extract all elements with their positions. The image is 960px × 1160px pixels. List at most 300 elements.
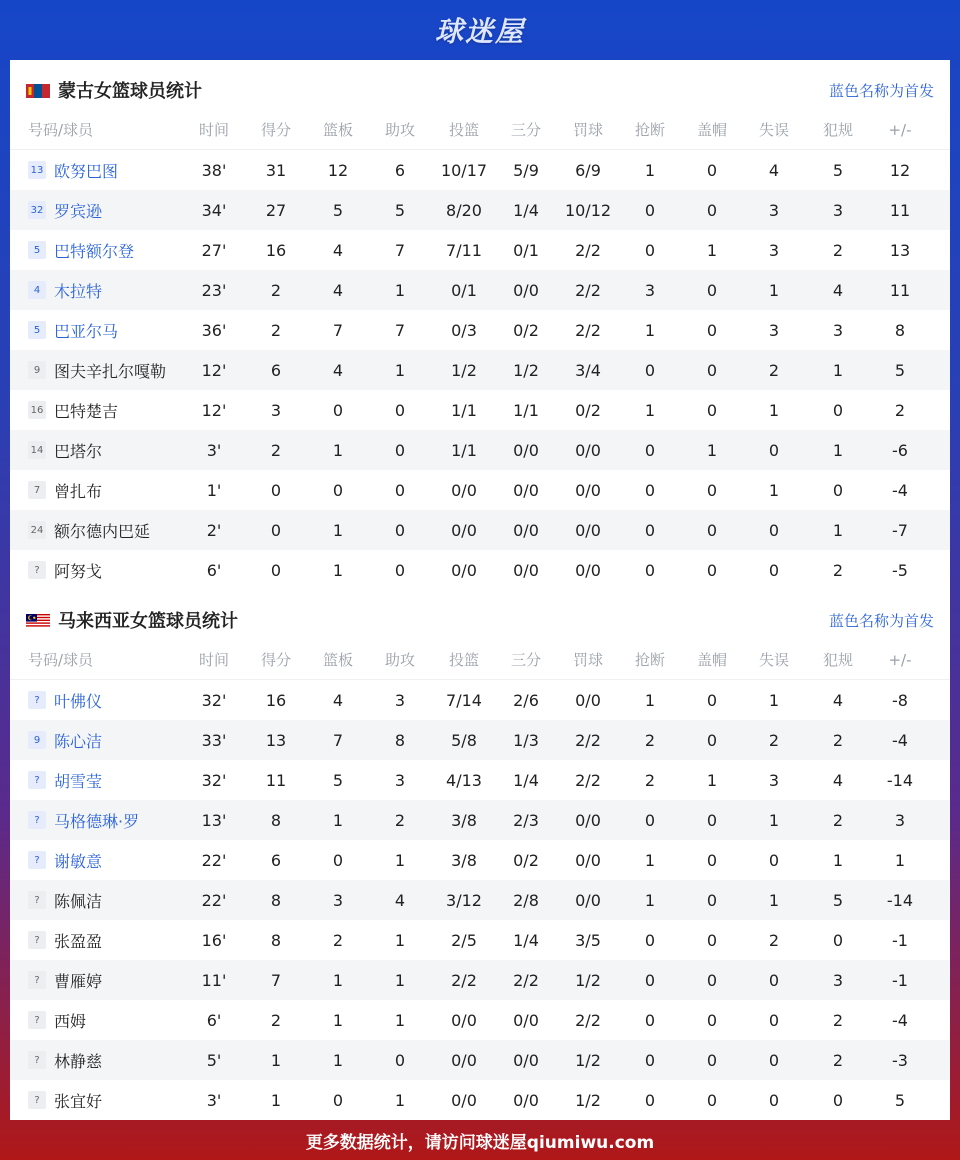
jersey-number: ?	[28, 771, 46, 789]
column-header[interactable]: 号码/球员	[28, 121, 94, 139]
column-header[interactable]: 失误	[758, 651, 789, 669]
stat-cell: 8	[394, 730, 406, 750]
stat-cell: 0/1	[451, 280, 477, 300]
player-row[interactable]	[10, 270, 950, 310]
player-cell	[28, 769, 102, 792]
stat-cell: 3	[332, 890, 344, 910]
jersey-number: ?	[28, 1011, 46, 1029]
stat-cell: 3	[894, 810, 906, 830]
stat-cell: 0/0	[575, 810, 601, 830]
player-row[interactable]	[10, 1000, 950, 1040]
player-name[interactable]: 陈心洁	[54, 731, 103, 751]
stat-cell: 0	[768, 850, 780, 870]
team-title: 马来西亚女篮球员统计	[58, 611, 238, 632]
stat-cell: 22'	[201, 890, 227, 910]
stat-cell: 1	[332, 520, 344, 540]
stat-cell: -4	[892, 1010, 908, 1030]
stat-cell: 1/2	[451, 360, 477, 380]
stat-cell: 1	[270, 1090, 282, 1110]
stat-cell: 5	[832, 890, 844, 910]
player-row[interactable]	[10, 960, 950, 1000]
stats-card	[10, 60, 950, 1120]
stat-cell: 13	[265, 730, 287, 750]
column-header[interactable]: 助攻	[384, 651, 415, 669]
jersey-number: ?	[28, 1091, 46, 1109]
stat-cell: 0	[706, 730, 718, 750]
stat-cell: 2	[832, 240, 844, 260]
player-cell	[28, 889, 102, 912]
player-row[interactable]	[10, 350, 950, 390]
stat-cell: 0	[706, 690, 718, 710]
player-cell	[28, 809, 139, 832]
jersey-number: ?	[28, 1051, 46, 1069]
player-cell	[28, 399, 118, 422]
stat-cell: -3	[892, 1050, 908, 1070]
stat-cell: 4	[332, 360, 344, 380]
stat-cell: 1	[706, 770, 718, 790]
stat-cell: 0	[644, 240, 656, 260]
jersey-number: ?	[28, 561, 46, 579]
stat-cell: -1	[892, 930, 908, 950]
stat-cell: 4	[768, 160, 780, 180]
stat-cell: 1	[332, 970, 344, 990]
player-row[interactable]	[10, 430, 950, 470]
stat-cell: 2/5	[451, 930, 477, 950]
player-name[interactable]: 曹雁婷	[54, 971, 103, 991]
stat-cell: 0/0	[451, 480, 477, 500]
player-name[interactable]: 巴特额尔登	[54, 241, 135, 261]
stat-cell: 12'	[201, 400, 227, 420]
player-row[interactable]	[10, 190, 950, 230]
stat-cell: 27'	[201, 240, 227, 260]
stat-cell: 3	[768, 320, 780, 340]
stat-cell: 7	[332, 730, 344, 750]
stat-cell: 1/2	[513, 360, 539, 380]
stat-cell: 1	[394, 970, 406, 990]
column-header[interactable]: 犯规	[822, 651, 853, 669]
stat-cell: 1	[332, 440, 344, 460]
stat-cell: 0	[644, 930, 656, 950]
stat-cell: 32'	[201, 770, 227, 790]
column-header[interactable]: 得分	[260, 651, 291, 669]
stat-cell: 3/12	[446, 890, 482, 910]
column-header[interactable]: 投篮	[448, 651, 479, 669]
stat-cell: 10/17	[440, 160, 488, 180]
footer-banner[interactable]: 更多数据统计，请访问球迷屋qiumiwu.com	[305, 1132, 655, 1153]
player-name[interactable]: 曾扎布	[54, 481, 103, 501]
stat-cell: 1	[644, 690, 656, 710]
player-row[interactable]	[10, 1040, 950, 1080]
player-name[interactable]: 西姆	[54, 1011, 87, 1031]
player-cell	[28, 319, 118, 342]
stat-cell: 2	[768, 930, 780, 950]
stat-cell: 0	[768, 560, 780, 580]
stat-cell: 1	[894, 850, 906, 870]
stat-cell: 0	[706, 320, 718, 340]
stat-cell: 3	[270, 400, 282, 420]
stat-cell: 0	[394, 560, 406, 580]
jersey-number: ?	[28, 691, 46, 709]
stat-cell: 5'	[206, 1050, 222, 1070]
column-header[interactable]: 抢断	[634, 121, 665, 139]
stat-cell: 0	[706, 1010, 718, 1030]
stat-cell: -7	[892, 520, 908, 540]
column-header[interactable]: 篮板	[322, 651, 353, 669]
stat-cell: 0	[768, 520, 780, 540]
stat-cell: 1	[768, 810, 780, 830]
stat-cell: 7/14	[446, 690, 482, 710]
stat-cell: 1	[394, 280, 406, 300]
stat-cell: 3	[768, 200, 780, 220]
stat-cell: 6	[270, 360, 282, 380]
column-header[interactable]: 篮板	[322, 121, 353, 139]
stat-cell: 10/12	[564, 200, 612, 220]
player-cell	[28, 929, 102, 952]
stat-cell: -5	[892, 560, 908, 580]
player-name[interactable]: 罗宾逊	[54, 201, 103, 221]
player-cell	[28, 689, 102, 712]
stat-cell: 2	[832, 1050, 844, 1070]
player-row[interactable]	[10, 720, 950, 760]
stat-cell: 0/0	[575, 440, 601, 460]
player-row[interactable]	[10, 760, 950, 800]
column-header[interactable]: +/-	[888, 650, 912, 669]
player-row[interactable]	[10, 800, 950, 840]
stat-cell: -14	[886, 770, 914, 790]
stat-cell: 8	[270, 930, 282, 950]
player-cell	[28, 1049, 102, 1072]
stat-cell: 1	[644, 890, 656, 910]
column-header[interactable]: 盖帽	[696, 121, 727, 139]
table-header-row	[10, 110, 950, 150]
stat-cell: 0/0	[451, 520, 477, 540]
stat-cell: 4	[332, 690, 344, 710]
stat-cell: 12	[327, 160, 349, 180]
player-row[interactable]	[10, 550, 950, 590]
stat-cell: 34'	[201, 200, 227, 220]
stat-cell: 2/8	[513, 890, 539, 910]
stat-cell: -14	[886, 890, 914, 910]
stat-cell: 0/0	[575, 560, 601, 580]
stat-cell: -1	[892, 970, 908, 990]
player-row[interactable]	[10, 470, 950, 510]
stat-cell: 2/2	[451, 970, 477, 990]
stat-cell: 0	[768, 970, 780, 990]
player-row[interactable]	[10, 680, 950, 720]
player-cell	[28, 559, 102, 582]
stat-cell: 2	[832, 1010, 844, 1030]
stat-cell: 1	[394, 1010, 406, 1030]
stat-cell: 0/0	[451, 1050, 477, 1070]
jersey-number: 9	[28, 361, 46, 379]
player-name[interactable]: 图夫辛扎尔嘎勒	[54, 361, 167, 381]
stat-cell: 2/2	[575, 280, 601, 300]
player-row[interactable]	[10, 920, 950, 960]
column-header[interactable]: 抢断	[634, 651, 665, 669]
stat-cell: 13'	[201, 810, 227, 830]
stat-cell: 1	[644, 320, 656, 340]
jersey-number: 4	[28, 281, 46, 299]
stat-cell: 0	[706, 850, 718, 870]
stat-cell: 1/1	[513, 400, 539, 420]
player-name[interactable]: 张宜好	[54, 1091, 103, 1111]
stat-cell: 11	[265, 770, 287, 790]
stat-cell: 0	[644, 970, 656, 990]
jersey-number: ?	[28, 931, 46, 949]
stat-cell: 0	[706, 810, 718, 830]
stat-cell: 0/0	[513, 560, 539, 580]
player-name[interactable]: 阿努戈	[54, 561, 103, 581]
stat-cell: 7/11	[446, 240, 482, 260]
stat-cell: 0	[644, 360, 656, 380]
stat-cell: 1	[706, 240, 718, 260]
stat-cell: 0	[332, 850, 344, 870]
team-title: 蒙古女篮球员统计	[58, 81, 202, 102]
player-name[interactable]: 巴塔尔	[54, 441, 103, 461]
stat-cell: 0	[832, 480, 844, 500]
player-row[interactable]	[10, 510, 950, 550]
column-header[interactable]: 得分	[260, 121, 291, 139]
stat-cell: 1	[832, 440, 844, 460]
stat-cell: 3/4	[575, 360, 601, 380]
stat-cell: 1/1	[451, 440, 477, 460]
jersey-number: 5	[28, 241, 46, 259]
stat-cell: 0	[644, 440, 656, 460]
stat-cell: 0/0	[513, 520, 539, 540]
stat-cell: 2/2	[575, 730, 601, 750]
stat-cell: 38'	[201, 160, 227, 180]
stat-cell: 2/6	[513, 690, 539, 710]
stat-cell: 0	[394, 1050, 406, 1070]
table-header-row	[10, 640, 950, 680]
stat-cell: 0/0	[575, 850, 601, 870]
stat-cell: 11	[889, 280, 911, 300]
stat-cell: 1/2	[575, 1050, 601, 1070]
stat-cell: 11'	[201, 970, 227, 990]
column-header[interactable]: 时间	[198, 121, 229, 139]
stat-cell: 0	[644, 560, 656, 580]
stat-cell: 0	[706, 970, 718, 990]
stat-cell: 1	[644, 400, 656, 420]
stat-cell: 6/9	[575, 160, 601, 180]
stat-cell: 0/0	[575, 480, 601, 500]
stat-cell: 0	[394, 520, 406, 540]
stat-cell: 1	[832, 850, 844, 870]
stat-cell: 1/3	[513, 730, 539, 750]
column-header[interactable]: 时间	[198, 651, 229, 669]
stat-cell: 1	[644, 160, 656, 180]
stat-cell: 22'	[201, 850, 227, 870]
stat-cell: 3	[394, 770, 406, 790]
stat-cell: 3/8	[451, 850, 477, 870]
column-header[interactable]: 罚球	[572, 651, 603, 669]
stat-cell: 6	[270, 850, 282, 870]
stat-cell: 2	[832, 730, 844, 750]
stat-cell: 3'	[206, 1090, 222, 1110]
stat-cell: -8	[892, 690, 908, 710]
column-header[interactable]: 犯规	[822, 121, 853, 139]
stat-cell: 0/2	[513, 320, 539, 340]
stat-cell: 11	[889, 200, 911, 220]
player-name[interactable]: 张盈盈	[54, 931, 103, 951]
stat-cell: 0	[394, 440, 406, 460]
player-row[interactable]	[10, 150, 950, 190]
stat-cell: 2	[894, 400, 906, 420]
stat-cell: 0	[706, 1050, 718, 1070]
stat-cell: 33'	[201, 730, 227, 750]
stat-cell: 0	[394, 480, 406, 500]
stat-cell: 4/13	[446, 770, 482, 790]
column-header[interactable]: 盖帽	[696, 651, 727, 669]
player-row[interactable]	[10, 840, 950, 880]
stat-cell: 0/0	[451, 1090, 477, 1110]
stat-cell: 0	[644, 810, 656, 830]
stat-cell: 16	[265, 240, 287, 260]
stat-cell: 5	[894, 360, 906, 380]
stat-cell: 3/5	[575, 930, 601, 950]
jersey-number: 32	[28, 201, 46, 219]
player-name[interactable]: 陈佩洁	[54, 891, 103, 911]
stat-cell: 2	[832, 560, 844, 580]
stat-cell: 1	[332, 560, 344, 580]
jersey-number: ?	[28, 811, 46, 829]
stat-cell: 0	[644, 1050, 656, 1070]
stat-cell: 0	[644, 1090, 656, 1110]
stat-cell: 2	[768, 730, 780, 750]
jersey-number: 14	[28, 441, 46, 459]
player-name[interactable]: 叶佛仪	[54, 691, 103, 711]
player-row[interactable]	[10, 310, 950, 350]
site-logo: 球迷屋	[434, 15, 525, 48]
stat-cell: 1/4	[513, 930, 539, 950]
stat-cell: 8/20	[446, 200, 482, 220]
stat-cell: 4	[332, 280, 344, 300]
player-name[interactable]: 巴特楚吉	[54, 401, 119, 421]
jersey-number: ?	[28, 891, 46, 909]
stat-cell: 0/0	[513, 1050, 539, 1070]
stat-cell: 0	[394, 400, 406, 420]
stat-cell: 4	[394, 890, 406, 910]
stat-cell: 1	[768, 690, 780, 710]
stat-cell: 1/1	[451, 400, 477, 420]
player-name[interactable]: 额尔德内巴延	[54, 521, 151, 541]
stat-cell: 2	[768, 360, 780, 380]
stat-cell: 0/0	[513, 1090, 539, 1110]
player-row[interactable]	[10, 390, 950, 430]
stat-cell: 1	[332, 1010, 344, 1030]
player-row[interactable]	[10, 880, 950, 920]
stat-cell: 4	[832, 690, 844, 710]
stat-cell: 1/2	[575, 1090, 601, 1110]
stat-cell: 3	[832, 970, 844, 990]
stat-cell: 0	[332, 1090, 344, 1110]
stat-cell: 0	[270, 480, 282, 500]
column-header[interactable]: +/-	[888, 120, 912, 139]
stat-cell: 1	[394, 930, 406, 950]
stat-cell: 1	[332, 810, 344, 830]
stat-cell: 2	[270, 280, 282, 300]
stat-cell: 1	[768, 890, 780, 910]
stat-cell: 6'	[206, 1010, 222, 1030]
stat-cell: 2	[394, 810, 406, 830]
stat-cell: 31	[265, 160, 287, 180]
stat-cell: 2	[644, 770, 656, 790]
player-cell	[28, 1089, 102, 1112]
stat-cell: 0/2	[575, 400, 601, 420]
jersey-number: 9	[28, 731, 46, 749]
jersey-number: 13	[28, 161, 46, 179]
jersey-number: 7	[28, 481, 46, 499]
stat-cell: 5	[832, 160, 844, 180]
column-header[interactable]: 投篮	[448, 121, 479, 139]
stat-cell: 7	[394, 320, 406, 340]
column-header[interactable]: 失误	[758, 121, 789, 139]
stat-cell: 0	[768, 440, 780, 460]
stat-cell: 3	[832, 200, 844, 220]
stat-cell: 0	[644, 480, 656, 500]
stat-cell: 0	[332, 480, 344, 500]
stat-cell: 7	[394, 240, 406, 260]
stat-cell: 0/0	[513, 440, 539, 460]
stat-cell: 3	[768, 770, 780, 790]
stat-cell: 32'	[201, 690, 227, 710]
stat-cell: 5	[394, 200, 406, 220]
jersey-number: 24	[28, 521, 46, 539]
column-header[interactable]: 三分	[510, 121, 541, 139]
stat-cell: 1'	[206, 480, 222, 500]
column-header[interactable]: 罚球	[572, 121, 603, 139]
player-name[interactable]: 马格德琳·罗	[54, 811, 140, 831]
player-name[interactable]: 胡雪莹	[54, 771, 103, 791]
jersey-number: ?	[28, 851, 46, 869]
stat-cell: 0	[644, 520, 656, 540]
player-cell	[28, 1009, 86, 1032]
stat-cell: 3'	[206, 440, 222, 460]
player-name[interactable]: 巴亚尔马	[54, 321, 119, 341]
player-cell	[28, 729, 102, 752]
stat-cell: 3	[768, 240, 780, 260]
jersey-number: 5	[28, 321, 46, 339]
stat-cell: 5	[894, 1090, 906, 1110]
column-header[interactable]: 三分	[510, 651, 541, 669]
stat-cell: 0/0	[513, 1010, 539, 1030]
stat-cell: 1/4	[513, 770, 539, 790]
stat-cell: 2'	[206, 520, 222, 540]
stat-cell: 0/1	[513, 240, 539, 260]
stat-cell: 1	[644, 850, 656, 870]
player-name[interactable]: 林静慈	[54, 1051, 103, 1071]
stat-cell: 1/4	[513, 200, 539, 220]
player-name[interactable]: 欧努巴图	[54, 161, 119, 181]
stat-cell: 1	[768, 280, 780, 300]
player-row[interactable]	[10, 1080, 950, 1120]
player-row[interactable]	[10, 230, 950, 270]
stat-cell: 1	[706, 440, 718, 460]
stat-cell: 0/0	[575, 520, 601, 540]
player-name[interactable]: 谢敏意	[54, 851, 103, 871]
stat-cell: -4	[892, 480, 908, 500]
stat-cell: 0	[706, 520, 718, 540]
stat-cell: 2/2	[513, 970, 539, 990]
player-name[interactable]: 木拉特	[54, 281, 103, 301]
player-cell	[28, 279, 102, 302]
stat-cell: 0	[768, 1090, 780, 1110]
stat-cell: 36'	[201, 320, 227, 340]
stat-cell: 0	[706, 480, 718, 500]
column-header[interactable]: 助攻	[384, 121, 415, 139]
stat-cell: 3	[394, 690, 406, 710]
column-header[interactable]: 号码/球员	[28, 651, 94, 669]
